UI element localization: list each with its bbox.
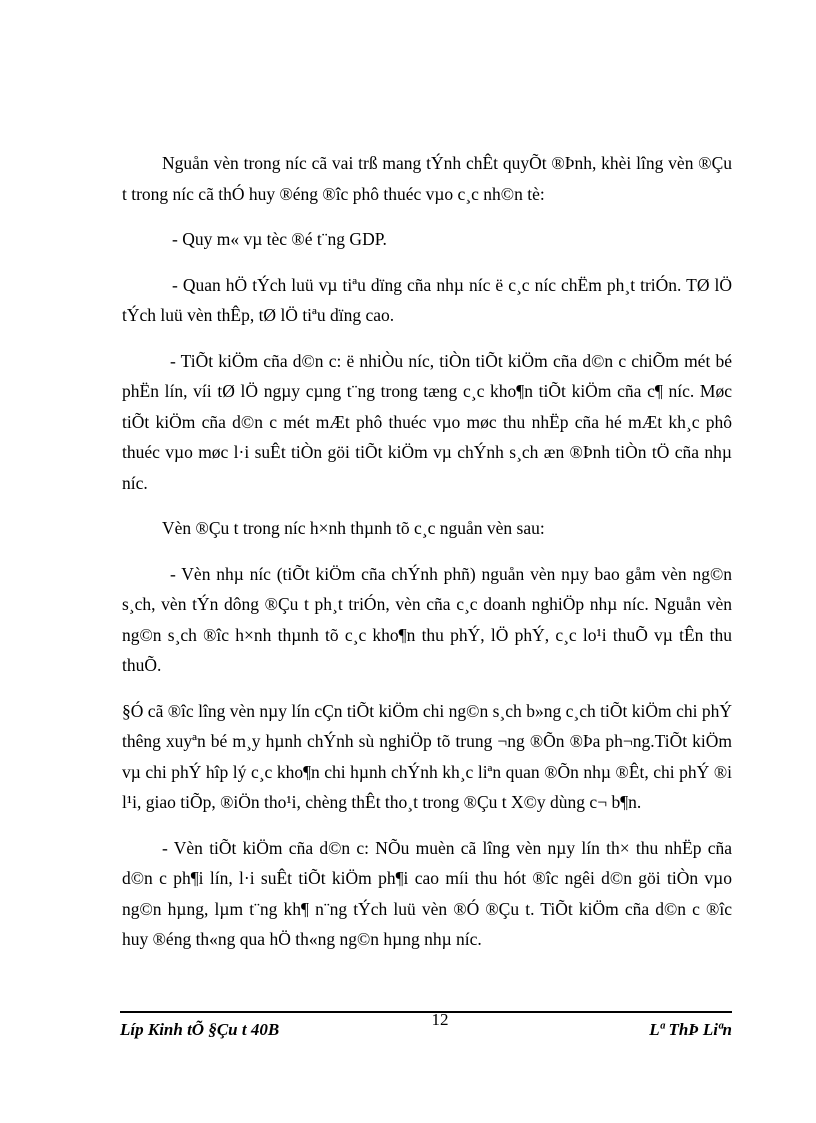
bullet-household-savings: - TiÕt kiÖm cña d©n c: ë nhiÒu níc, tiÒn tiÕt kiÖm cña d©n c chiÕm mét bé phËn lín, víi tØ lÖ ngµy cµng t¨ng trong tæng c¸c kho¶n tiÕt kiÖm cña c¶ níc. Møc tiÕt kiÖm cña d©n c mét mÆt phô thuéc vµo møc thu nhËp cña hé mÆt kh¸c phô thuéc vµo møc l·i suÊt tiÒn göi tiÕt kiÖm vµ chÝnh s¸ch æn ®Þnh tiÒn tÖ cña nhµ níc. <box>122 350 732 493</box>
bullet-accumulation: - Quan hÖ tÝch luü vµ tiªu dïng cña nhµ níc ë c¸c níc chËm ph¸t triÓn. TØ lÖ tÝch luü vèn thÊp, tØ lÖ tiªu dïng cao. <box>122 274 732 325</box>
footer-author: Lª ThÞ Liªn <box>649 1020 732 1039</box>
paragraph-budget-savings: §Ó cã ®îc lîng vèn nµy lín cÇn tiÕt kiÖm chi ng©n s¸ch b»ng c¸ch tiÕt kiÖm chi phÝ thêng xuyªn bé m¸y hµnh chÝnh sù nghiÖp tõ trung ¬ng ®Õn ®Þa ph¬ng.TiÕt kiÖm vµ chi phÝ hîp lý c¸c kho¶n chi hµnh chÝnh kh¸c liªn quan ®Õn nhµ ®Êt, chi phÝ ®i l¹i, giao tiÕp, ®iÖn tho¹i, chèng thÊt tho¸t trong ®Çu t X©y dùng c¬ b¶n. <box>122 700 732 812</box>
paragraph-capital-sources: Vèn ®Çu t trong níc h×nh thµnh tõ c¸c nguån vèn sau: <box>162 518 545 538</box>
bullet-state-capital: - Vèn nhµ níc (tiÕt kiÖm cña chÝnh phñ) nguån vèn nµy bao gåm vèn ng©n s¸ch, vèn tÝn dông ®Çu t ph¸t triÓn, vèn cña c¸c doanh nghiÖp nhµ níc. Nguån vèn ng©n s¸ch ®îc h×nh thµnh tõ c¸c kho¶n thu phÝ, lÖ phÝ, c¸c lo¹i thuÕ vµ tÊn thu thuÕ. <box>122 563 732 675</box>
page-number: 12 <box>431 1010 449 1029</box>
bullet-population-savings: - Vèn tiÕt kiÖm cña d©n c: NÕu muèn cã lîng vèn nµy lín th× thu nhËp cña d©n c ph¶i lín, l·i suÊt tiÕt kiÖm ph¶i cao míi thu hót ®îc ngêi d©n göi tiÒn vµo ng©n hµng, lµm t¨ng kh¶ n¨ng tÝch luü vèn ®Ó ®Çu t. TiÕt kiÖm cña d©n c ®îc huy ®éng th«ng qua hÖ th«ng ng©n hµng nhµ níc. <box>122 837 732 949</box>
bullet-gdp: - Quy m« vµ tèc ®é t¨ng GDP. <box>172 229 387 249</box>
paragraph-capital-role: Nguån vèn trong níc cã vai trß mang tÝnh chÊt quyÕt ®Þnh, khèi lîng vèn ®Çu t trong níc cã thÓ huy ®éng ®îc phô thuéc vµo c¸c nh©n tè: <box>122 153 732 204</box>
footer-class-name: Líp Kinh tÕ §Çu t 40B <box>120 1020 280 1039</box>
body-text <box>122 148 732 955</box>
